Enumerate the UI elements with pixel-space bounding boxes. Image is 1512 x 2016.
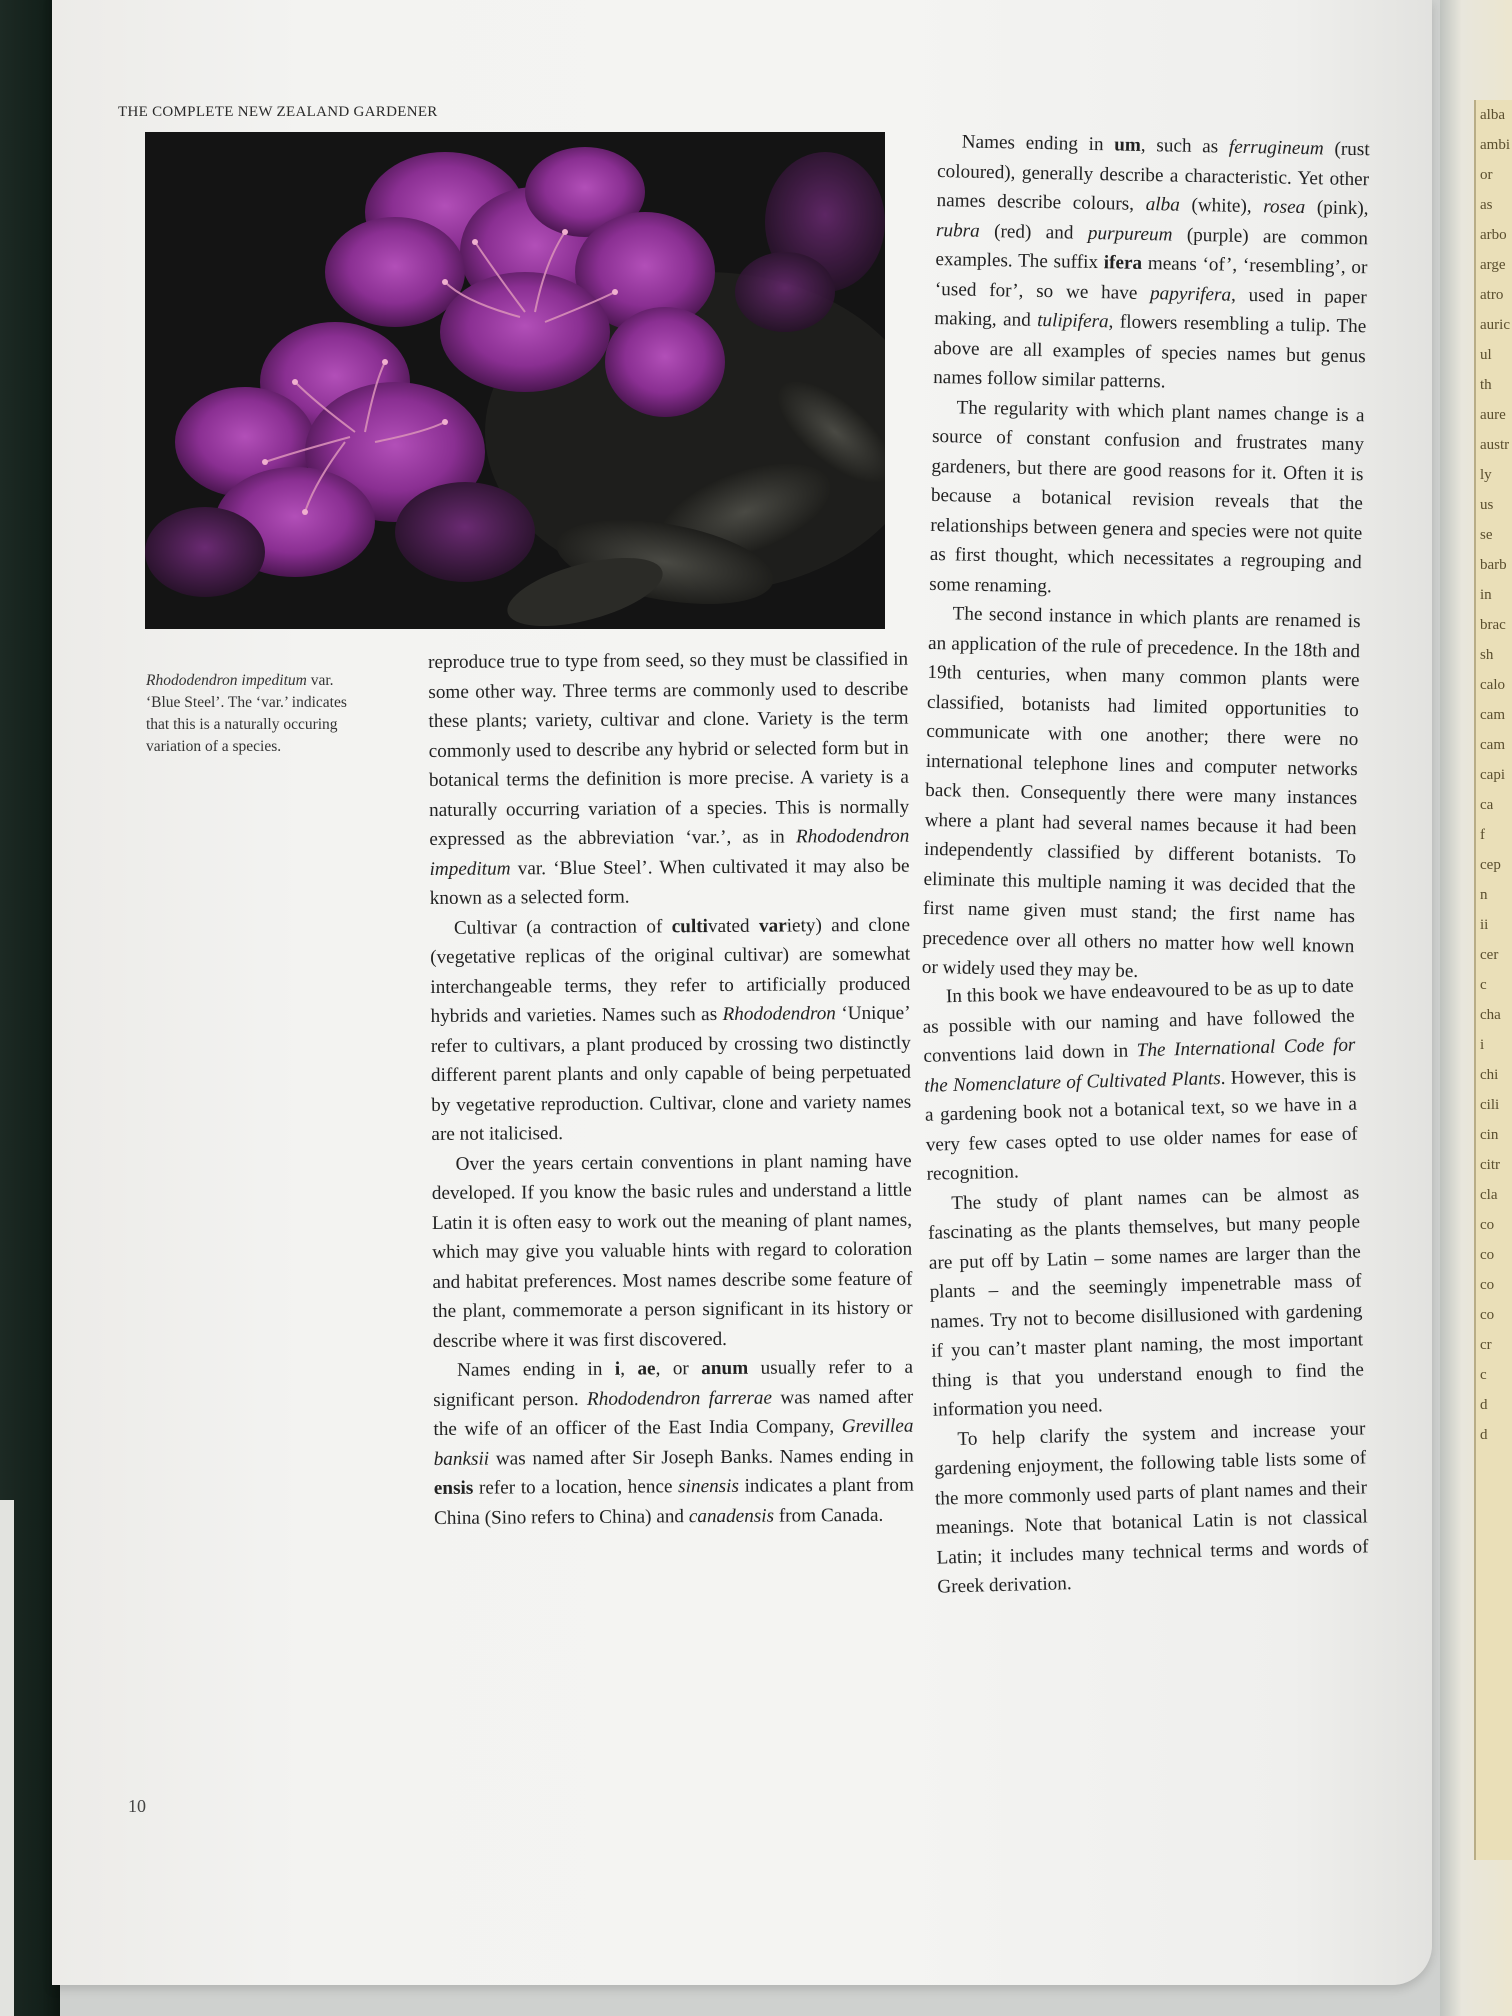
paragraph: Names ending in i, ae, or anum usually refer to a significant person. Rhododendron farrerae was named after the wife of an officer of the East India Company, Grevillea banksii was named after Sir Joseph Banks. Names ending in ensis refer to a location, hence sinensis indicates a plant from China (Sino refers to China) and canadensis from Canada. (433, 1356, 914, 1529)
next-page-fragment: ly (1480, 467, 1492, 483)
caption-var: var. (306, 672, 334, 689)
photo-caption (146, 670, 386, 758)
next-page-fragment: cam (1480, 707, 1505, 723)
next-page-fragment: ambi (1480, 137, 1510, 153)
next-page-fragment: d (1480, 1427, 1488, 1443)
next-page-fragment: cam (1480, 737, 1505, 753)
next-page-fragment: cer (1480, 947, 1499, 963)
next-page-fragment: se (1480, 527, 1493, 543)
next-page-fragment: i (1480, 1037, 1485, 1053)
next-page-fragment: aure (1480, 407, 1506, 423)
next-page-fragment: co (1480, 1247, 1495, 1263)
paragraph: The regularity with which plant names change is a source of constant confusion and frustrates many gardeners, but there are good reasons for it. Often it is because a botanical revision reveals that the relationships between genera and species were not quite as first thought, which necessitates a regrouping and some renaming. (929, 396, 1365, 597)
previous-page-edge (0, 1500, 14, 2016)
next-page-fragment: cili (1480, 1097, 1500, 1113)
paragraph: The study of plant names can be almost as fascinating as the plants themselves, but many people are put off by Latin – some names are larger than the plants – and the seemingly impenetrable mass of names. Try not to become disillusioned with gardening if you can’t master plant naming, the most important thing is that you understand enough to find the information you need. (927, 1181, 1365, 1421)
next-page-fragment: auric (1480, 317, 1510, 333)
next-page-fragment: cin (1480, 1127, 1499, 1143)
next-page-fragment: atro (1480, 287, 1504, 303)
running-head: THE COMPLETE NEW ZEALAND GARDENER (118, 104, 438, 120)
page-number: 10 (128, 1796, 146, 1816)
paragraph: To help clarify the system and increase your gardening enjoyment, the following table lists some of the more commonly used parts of plant names and their meanings. Note that botanical Latin is not classical Latin; it includes many technical terms and words of Greek derivation. (934, 1417, 1369, 1598)
next-page-fragment: citr (1480, 1157, 1500, 1173)
next-page-fragment: or (1480, 167, 1493, 183)
caption-line-2: ‘Blue Steel’. The ‘var.’ indicates (146, 694, 347, 711)
next-page-fragment: cha (1480, 1007, 1501, 1023)
next-page-fragment: co (1480, 1277, 1495, 1293)
next-page-fragment: f (1480, 827, 1485, 843)
next-page-fragment: chi (1480, 1067, 1499, 1083)
next-page-fragment: capi (1480, 767, 1505, 783)
next-page-fragment: co (1480, 1217, 1495, 1233)
paragraph: reproduce true to type from seed, so they must be classified in some other way. Three terms are commonly used to describe these plants; variety, cultivar and clone. Variety is the term commonly used to describe any hybrid or selected form but in botanical terms the definition is more precise. A variety is a naturally occurring variation of a species. This is normally expressed as the abbreviation ‘var.’, as in Rhododendron impeditum var. ‘Blue Steel’. When cultivated it may also be known as a selected form. (428, 648, 910, 909)
next-page-fragment: calo (1480, 677, 1505, 693)
next-page-fragment: austr (1480, 437, 1510, 453)
next-page-fragment: alba (1480, 107, 1505, 123)
next-page-fragment: c (1480, 977, 1487, 993)
next-page-fragment: us (1480, 497, 1494, 513)
paragraph: Over the years certain conventions in plant naming have developed. If you know the basic rules and understand a little Latin it is often easy to work out the meaning of plant names, which may give you valuable hints with regard to coloration and habitat preferences. Most names describe some feature of the plant, commemorate a person significant in its history or describe where it was first discovered. (431, 1150, 913, 1352)
next-page-fragment: sh (1480, 647, 1494, 663)
next-page-fragment: ul (1480, 347, 1492, 363)
caption-line-1 (146, 670, 386, 692)
next-page-fragment: n (1480, 887, 1488, 903)
caption-line-4: variation of a species. (146, 738, 282, 755)
next-page-fragment: cr (1480, 1337, 1492, 1353)
paragraph: In this book we have endeavoured to be as up to date as possible with our naming and have followed the conventions laid down in The International Code for the Nomenclature of Cultivated Plants. However, this is a gardening book not a botanical text, so we have in a very few cases opted to use older names for ease of recognition. (922, 975, 1358, 1185)
text-column-right (910, 127, 1370, 1610)
next-page-fragment: in (1480, 587, 1492, 603)
next-page-fragment: as (1480, 197, 1493, 213)
text-column-left (428, 645, 914, 1533)
next-page-fragment: c (1480, 1367, 1487, 1383)
next-page-table-fragment (1474, 100, 1512, 1860)
next-page-fragment: ii (1480, 917, 1489, 933)
flower-illustration (145, 132, 885, 629)
paragraph: Names ending in um, such as ferrugineum (rust coloured), generally describe a characteristic. Yet other names describe colours, alba (white), rosea (pink), rubra (red) and purpureum (purple) are common examples. The suffix ifera means ‘of’, ‘resembling’, or ‘used for’, so we have papyrifera, used in paper making, and tulipifera, flowers resembling a tulip. The above are all examples of species names but genus names follow similar patterns. (932, 131, 1370, 393)
next-page-fragment: brac (1480, 617, 1506, 633)
next-page-fragment: arge (1480, 257, 1506, 273)
text-column-right-lower (922, 971, 1370, 1602)
paragraph: Cultivar (a contraction of cultivated variety) and clone (vegetative replicas of the original cultivar) are somewhat interchangeable terms, they refer to artificially produced hybrids and varieties. Names such as Rhododendron ‘Unique’ refer to cultivars, a plant produced by crossing two distinctly different parent plants and only capable of being perpetuated by vegetative reproduction. Cultivar, clone and variety names are not italicised. (430, 914, 912, 1145)
next-page-fragment: d (1480, 1397, 1488, 1413)
next-page-fragment: cla (1480, 1187, 1498, 1203)
next-page-fragment: ca (1480, 797, 1494, 813)
next-page-fragment: barb (1480, 557, 1507, 573)
next-page-fragment: co (1480, 1307, 1495, 1323)
next-page-fragment: cep (1480, 857, 1501, 873)
next-page-fragment: arbo (1480, 227, 1507, 243)
next-page-fragment: th (1480, 377, 1492, 393)
caption-line-3: that this is a naturally occuring (146, 716, 338, 733)
caption-species: Rhododendron impeditum (146, 672, 307, 689)
rhododendron-photo (145, 132, 885, 629)
paragraph: The second instance in which plants are renamed is an application of the rule of precedence. In the 18th and 19th centuries, when many common plants were classified, botanists had limited opportunities to communicate with one another; there were no international telephone lines and computer networks back then. Consequently there were many instances where a plant had several names because it had been independently classified by different botanists. To eliminate this multiple naming it was decided that the first name given must stand; the first name has precedence over all others no matter how well known or widely used they may be. (921, 603, 1361, 982)
